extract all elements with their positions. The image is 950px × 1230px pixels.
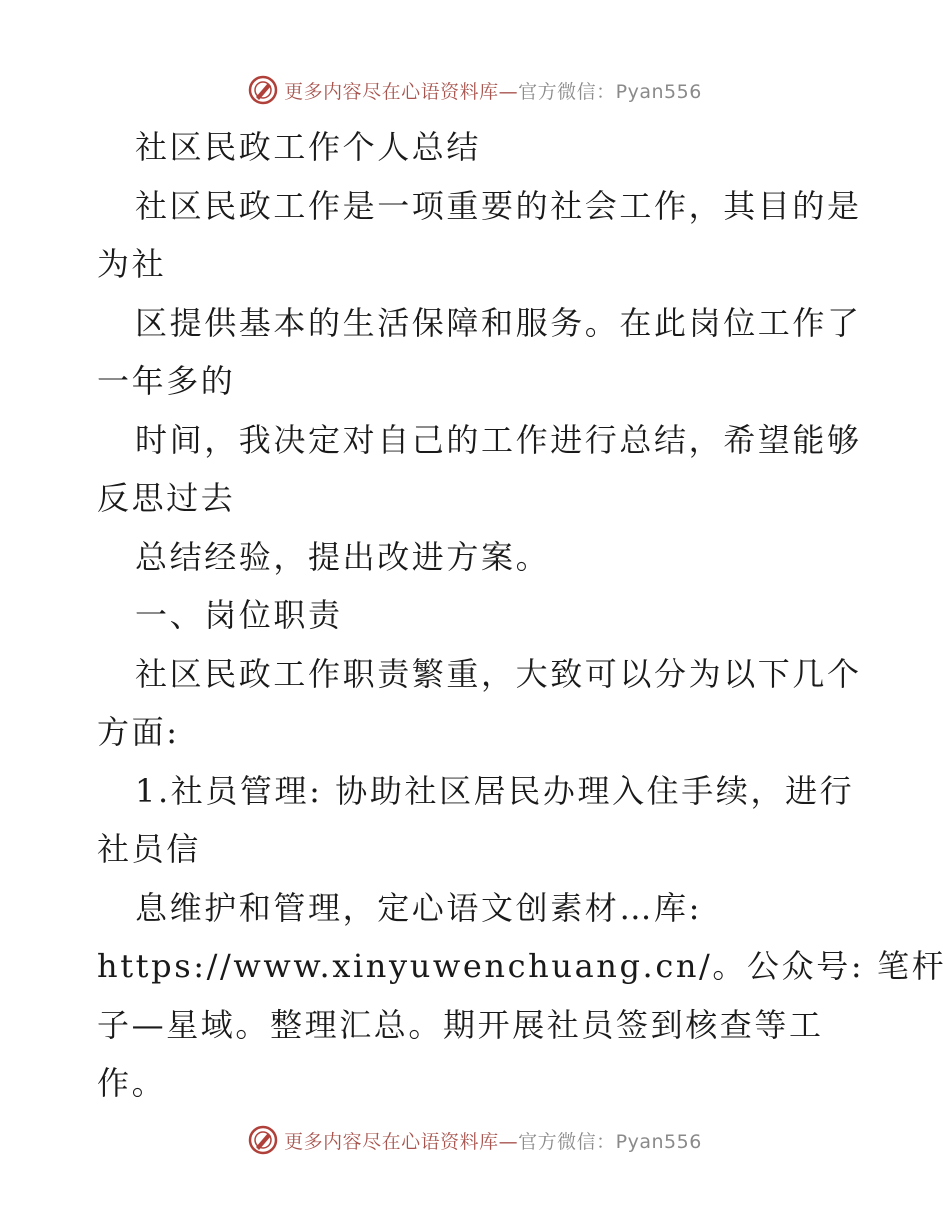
header-banner-text: 更多内容尽在心语资料库—官方微信：Pyan556 (284, 80, 702, 103)
paragraph-line: 社区民政工作是一项重要的社会工作，其目的是 (135, 186, 862, 225)
pen-logo-icon (248, 75, 278, 105)
list-item-line: 1.社员管理: 协助社区居民办理入住手续，进行 (135, 771, 855, 810)
paragraph-line: 为社 (97, 245, 167, 283)
footer-banner (0, 1120, 950, 1160)
list-item-line: 息维护和管理，定心语文创素材…库: (135, 888, 702, 927)
document-body (97, 118, 947, 1113)
url-line: https://www.xinyuwenchuang.cn/。公众号: 笔杆 (97, 947, 947, 985)
pen-logo-icon (248, 1125, 278, 1155)
paragraph-line: 区提供基本的生活保障和服务。在此岗位工作了 (135, 303, 862, 342)
footer-banner-text: 更多内容尽在心语资料库—官方微信：Pyan556 (284, 1130, 702, 1153)
paragraph-line: 一年多的 (97, 362, 236, 400)
paragraph-line: 时间，我决定对自己的工作进行总结，希望能够 (135, 420, 862, 459)
paragraph-line: 方面: (97, 713, 180, 751)
document-title: 社区民政工作个人总结 (135, 128, 482, 166)
paragraph-line: 社区民政工作职责繁重，大致可以分为以下几个 (135, 654, 862, 693)
paragraph-line: 总结经验，提出改进方案。 (135, 537, 551, 576)
section-heading: 一、岗位职责 (135, 596, 343, 634)
list-item-line: 子—星域。整理汇总。期开展社员签到核查等工 (97, 1005, 824, 1044)
list-item-line: 作。 (97, 1064, 167, 1102)
list-item-line: 社员信 (97, 830, 201, 868)
paragraph-line: 反思过去 (97, 479, 236, 517)
header-banner (0, 70, 950, 110)
